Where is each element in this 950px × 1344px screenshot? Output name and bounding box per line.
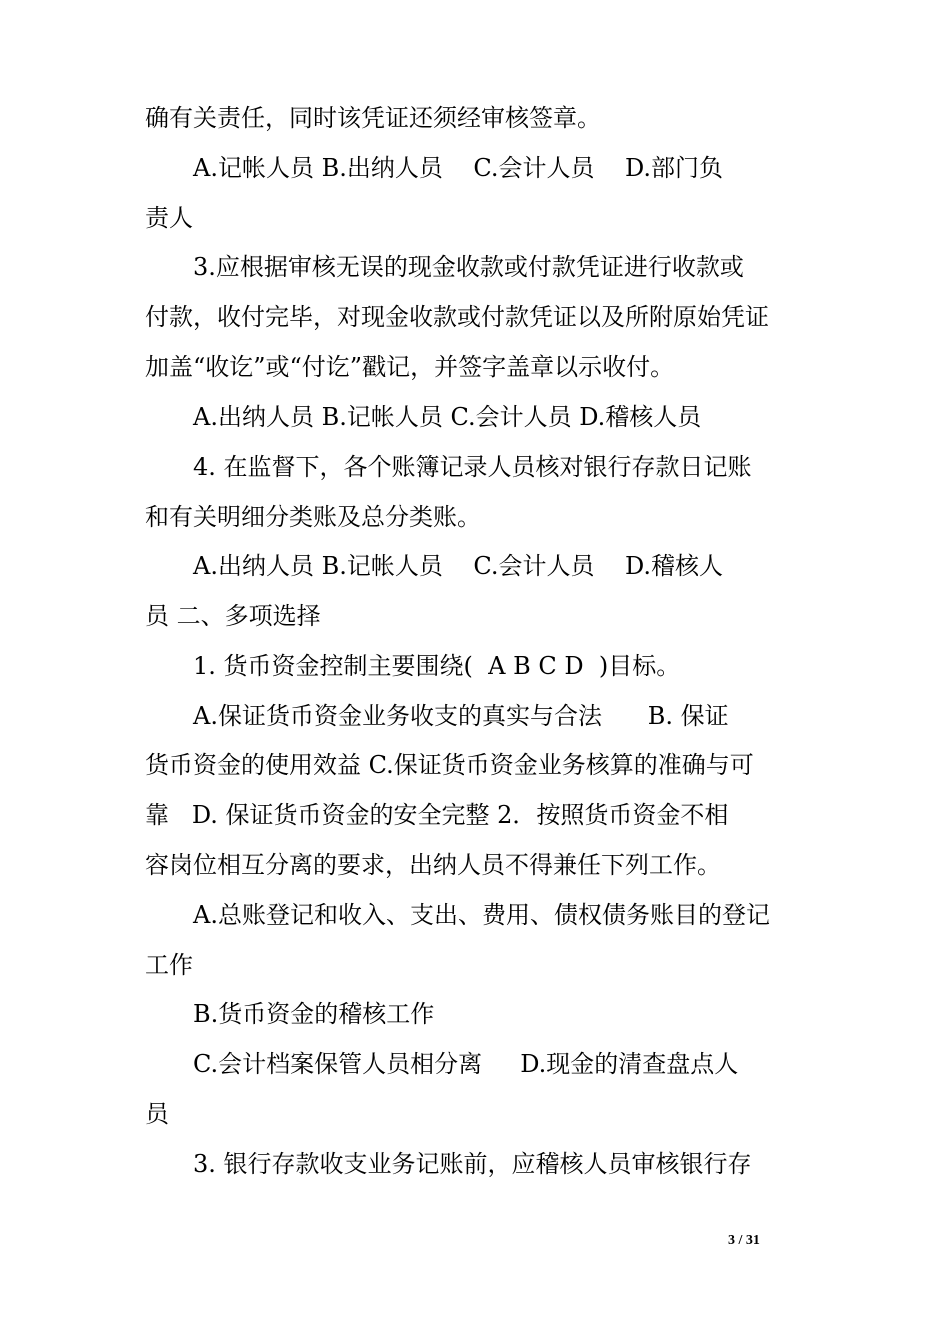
text-line: B.货币资金的稽核工作 (193, 1000, 435, 1028)
text-line: 4. 在监督下，各个账簿记录人员核对银行存款日记账 (193, 453, 752, 481)
text-line: A.出纳人员 B.记帐人员 C.会计人员 D.稽核人员 (193, 403, 702, 431)
text-line: 工作 (145, 951, 193, 979)
text-line: 3. 银行存款收支业务记账前，应稽核人员审核银行存 (193, 1150, 752, 1178)
text-line: 3.应根据审核无误的现金收款或付款凭证进行收款或 (193, 253, 744, 281)
text-line: 加盖“收讫”或“付讫”戳记，并签字盖章以示收付。 (145, 353, 675, 381)
text-line: 员 二、多项选择 (145, 602, 321, 630)
page-number: 3 / 31 (728, 1233, 760, 1248)
text-line: A.总账登记和收入、支出、费用、债权债务账目的登记 (193, 901, 770, 929)
text-line: 员 (145, 1100, 169, 1128)
text-line: 责人 (145, 204, 193, 232)
text-line: 容岗位相互分离的要求，出纳人员不得兼任下列工作。 (145, 851, 721, 879)
text-line: C.会计档案保管人员相分离 D.现金的清查盘点人 (193, 1050, 739, 1078)
text-line: 靠 D. 保证货币资金的安全完整 2．按照货币资金不相 (145, 801, 729, 829)
text-line: A.保证货币资金业务收支的真实与合法 B. 保证 (193, 702, 729, 730)
text-line: 确有关责任，同时该凭证还须经审核签章。 (145, 104, 601, 132)
text-line: 和有关明细分类账及总分类账。 (145, 503, 481, 531)
text-line: A.出纳人员 B.记帐人员 C.会计人员 D.稽核人 (193, 552, 724, 580)
text-line: 1. 货币资金控制主要围绕( A B C D )目标。 (193, 652, 681, 680)
text-line: 付款，收付完毕，对现金收款或付款凭证以及所附原始凭证 (145, 303, 769, 331)
text-line: A.记帐人员 B.出纳人员 C.会计人员 D.部门负 (193, 154, 724, 182)
text-line: 货币资金的使用效益 C.保证货币资金业务核算的准确与可 (145, 751, 754, 779)
